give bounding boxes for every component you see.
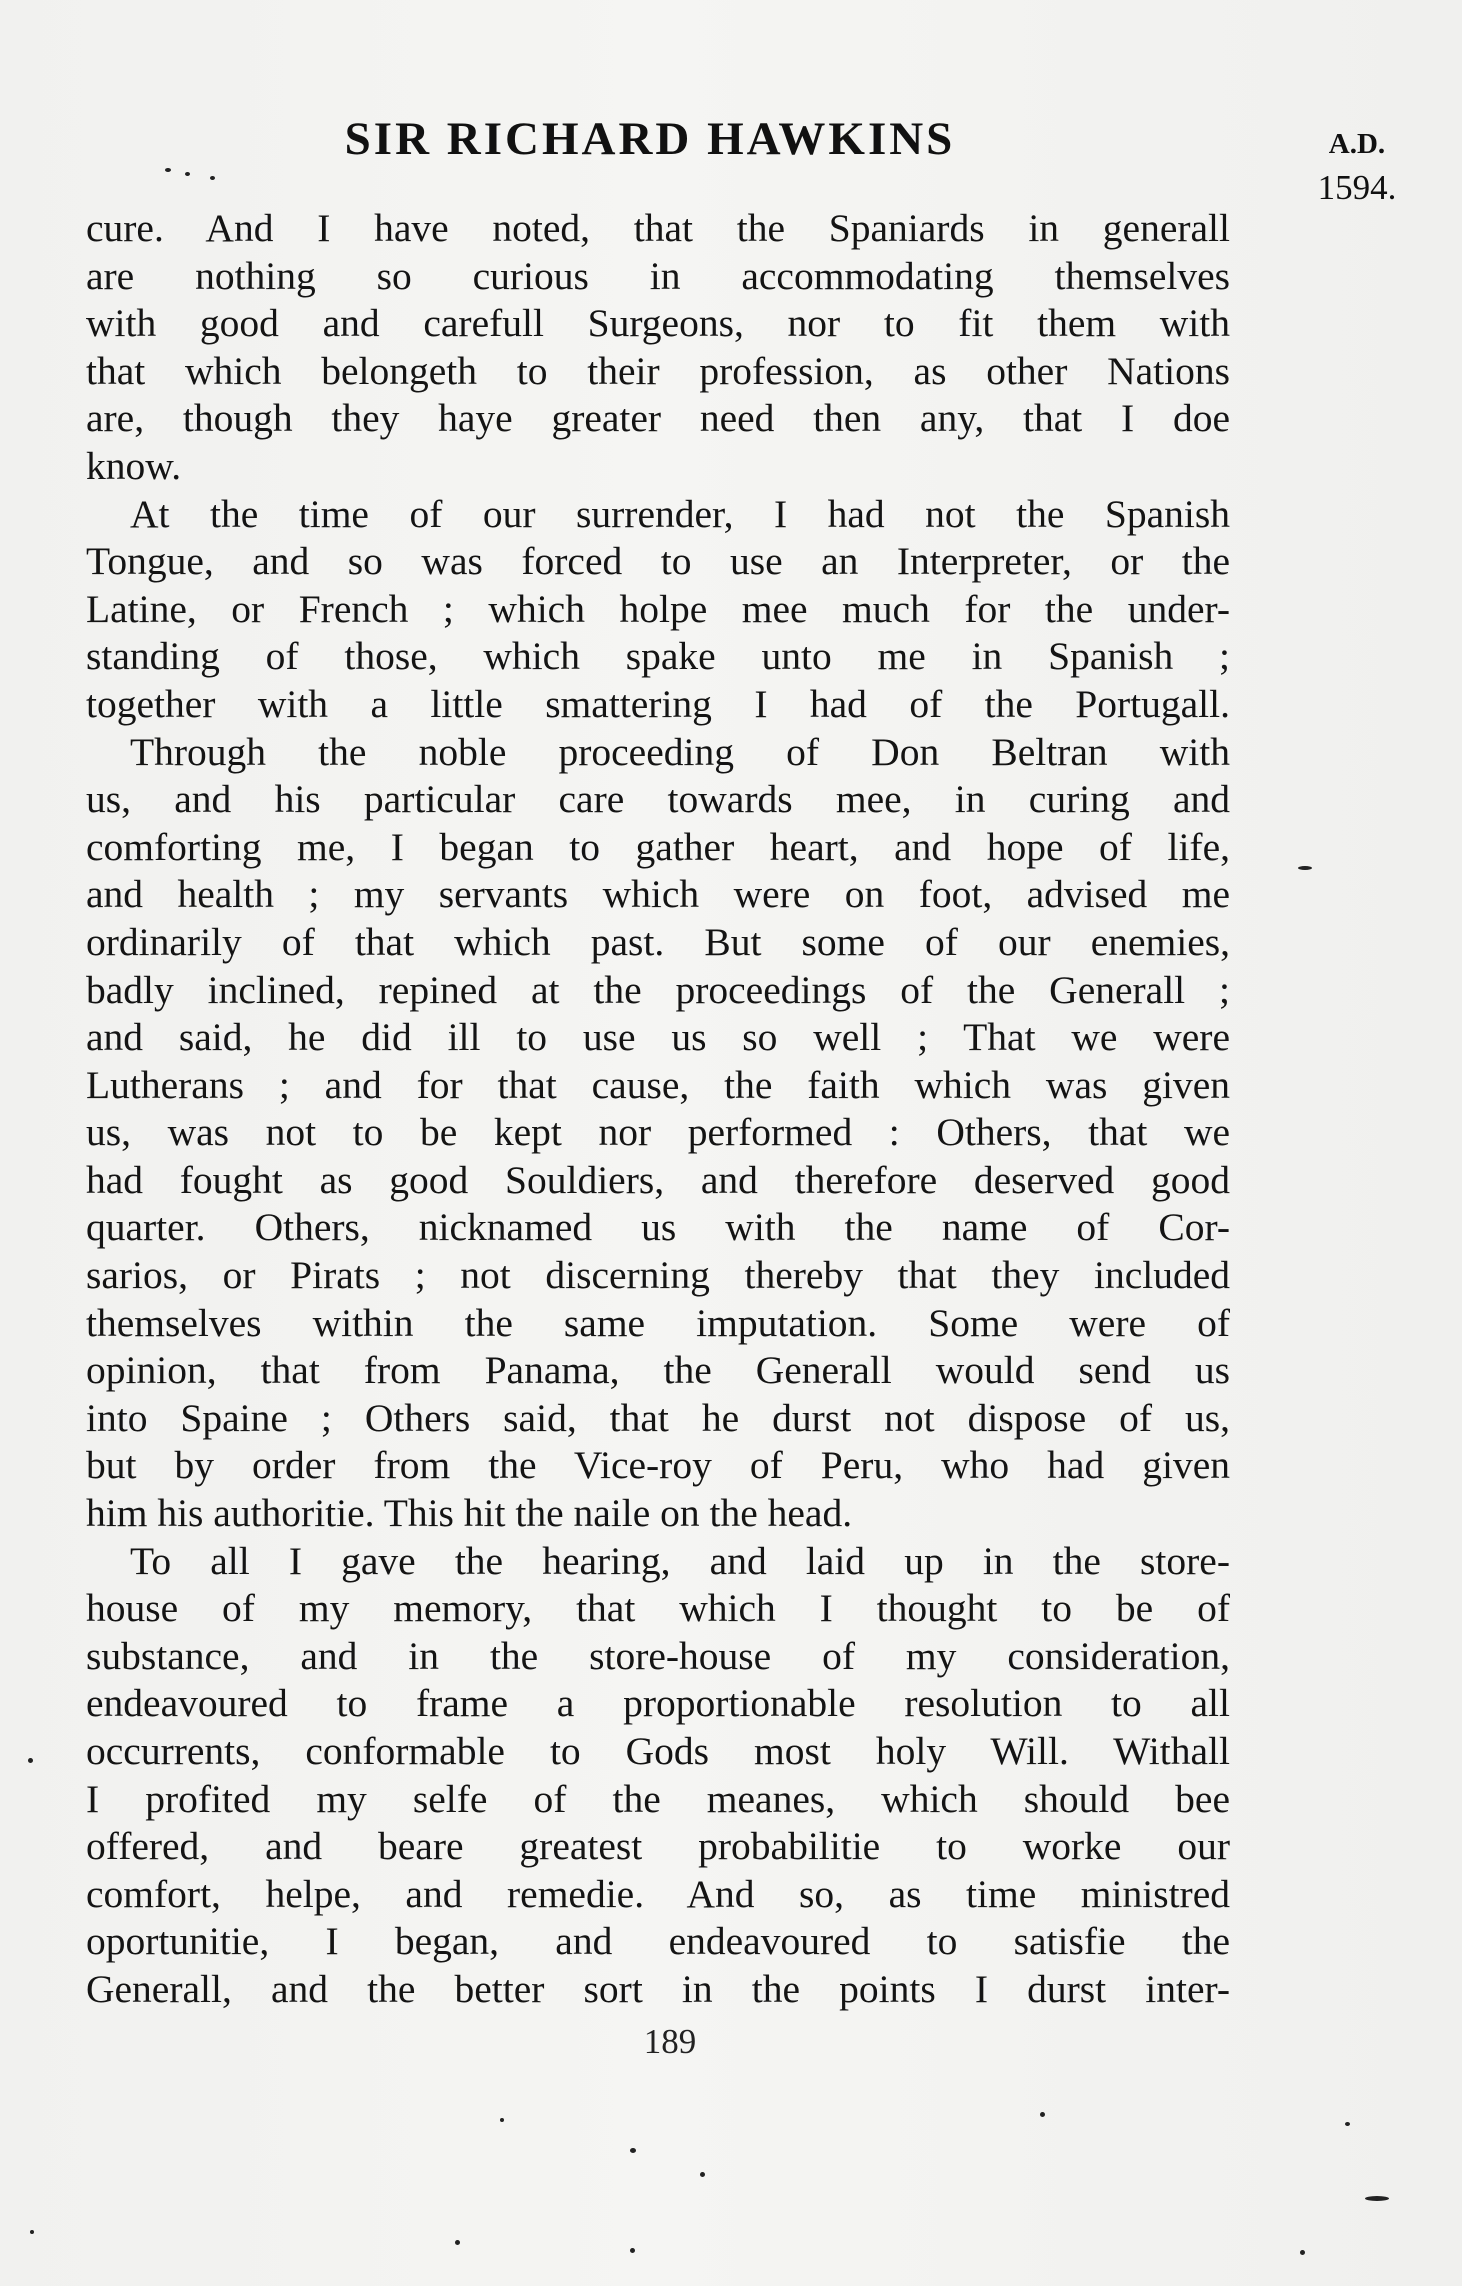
text-line: To all I gave the hearing, and laid up in the store-: [130, 1538, 1230, 1583]
scan-speck: [1300, 2250, 1305, 2255]
text-line: that which belongeth to their profession, as other Nations: [86, 348, 1230, 393]
text-line: us, was not to be kept nor performed : Others, that we: [86, 1110, 1230, 1155]
scan-speck: [630, 2248, 635, 2253]
margin-date-ad: A.D.: [1328, 128, 1386, 160]
text-line: but by order from the Vice-roy of Peru, who had given: [86, 1443, 1230, 1488]
text-line: badly inclined, repined at the proceedings of the Generall ;: [86, 967, 1230, 1012]
text-line: house of my memory, that which I thought to be of: [86, 1586, 1230, 1631]
scan-speck: [1298, 866, 1312, 870]
text-line: had fought as good Souldiers, and therefore deserved good: [86, 1157, 1230, 1202]
text-line: Through the noble proceeding of Don Beltran with: [130, 729, 1230, 774]
text-line: cure. And I have noted, that the Spaniards in generall: [86, 206, 1230, 250]
text-line: themselves within the same imputation. Some were of: [86, 1300, 1230, 1345]
text-line: standing of those, which spake unto me in Spanish ;: [86, 634, 1230, 679]
text-line: into Spaine ; Others said, that he durst not dispose of us,: [86, 1395, 1230, 1440]
text-line: comfort, helpe, and remedie. And so, as time ministred: [86, 1871, 1230, 1916]
text-line: and health ; my servants which were on foot, advised me: [86, 872, 1230, 917]
scan-speck: [165, 168, 171, 172]
text-line: occurrents, conformable to Gods most holy Will. Withall: [86, 1729, 1230, 1773]
scan-speck: [455, 2240, 460, 2245]
text-line: Tongue, and so was forced to use an Interpreter, or the: [86, 539, 1230, 584]
scan-speck: [30, 2230, 34, 2234]
scan-speck: [210, 176, 215, 180]
text-line: know.: [86, 443, 182, 488]
margin-date: [1292, 122, 1422, 210]
text-line: sarios, or Pirats ; not discerning thereby that they included: [86, 1253, 1230, 1298]
text-line: opinion, that from Panama, the Generall would send us: [86, 1348, 1230, 1393]
text-line: comforting me, I began to gather heart, and hope of life,: [86, 824, 1230, 869]
scan-speck: [28, 1758, 33, 1763]
body-text: [86, 205, 1230, 2014]
margin-date-year: 1594.: [1317, 168, 1397, 207]
text-line: offered, and beare greatest probabilitie to worke our: [86, 1824, 1230, 1869]
text-line: Generall, and the better sort in the points I durst inter-: [86, 1966, 1230, 2011]
text-line: are, though they haye greater need then any, that I doe: [86, 396, 1230, 441]
text-line: him his authoritie. This hit the naile on the head.: [86, 1491, 853, 1536]
text-line: Latine, or French ; which holpe mee much for the under-: [86, 586, 1230, 631]
scan-speck: [1345, 2122, 1350, 2126]
scan-speck: [500, 2118, 504, 2122]
scan-speck: [1040, 2112, 1045, 2117]
scan-speck: [700, 2172, 705, 2177]
text-line: together with a little smattering I had of the Portugall.: [86, 681, 1230, 726]
text-line: with good and carefull Surgeons, nor to fit them with: [86, 301, 1230, 346]
scan-speck: [630, 2148, 636, 2153]
scan-speck: [185, 172, 190, 176]
text-line: ordinarily of that which past. But some of our enemies,: [86, 919, 1230, 964]
running-head-title: SIR RICHARD HAWKINS: [344, 113, 956, 165]
text-line: substance, and in the store-house of my consideration,: [86, 1633, 1230, 1678]
scan-speck: [1365, 2196, 1389, 2201]
text-line: Lutherans ; and for that cause, the faith which was given: [86, 1062, 1230, 1107]
text-line: quarter. Others, nicknamed us with the name of Cor-: [86, 1205, 1230, 1250]
text-line: are nothing so curious in accommodating themselves: [86, 253, 1230, 298]
page-number: 189: [643, 2022, 697, 2061]
text-line: I profited my selfe of the meanes, which should bee: [86, 1776, 1230, 1821]
text-line: endeavoured to frame a proportionable resolution to all: [86, 1681, 1230, 1726]
text-line: us, and his particular care towards mee, in curing and: [86, 777, 1230, 822]
text-line: oportunitie, I began, and endeavoured to satisfie the: [86, 1919, 1230, 1964]
text-line: and said, he did ill to use us so well ; That we were: [86, 1015, 1230, 1060]
text-line: At the time of our surrender, I had not the Spanish: [130, 491, 1230, 536]
